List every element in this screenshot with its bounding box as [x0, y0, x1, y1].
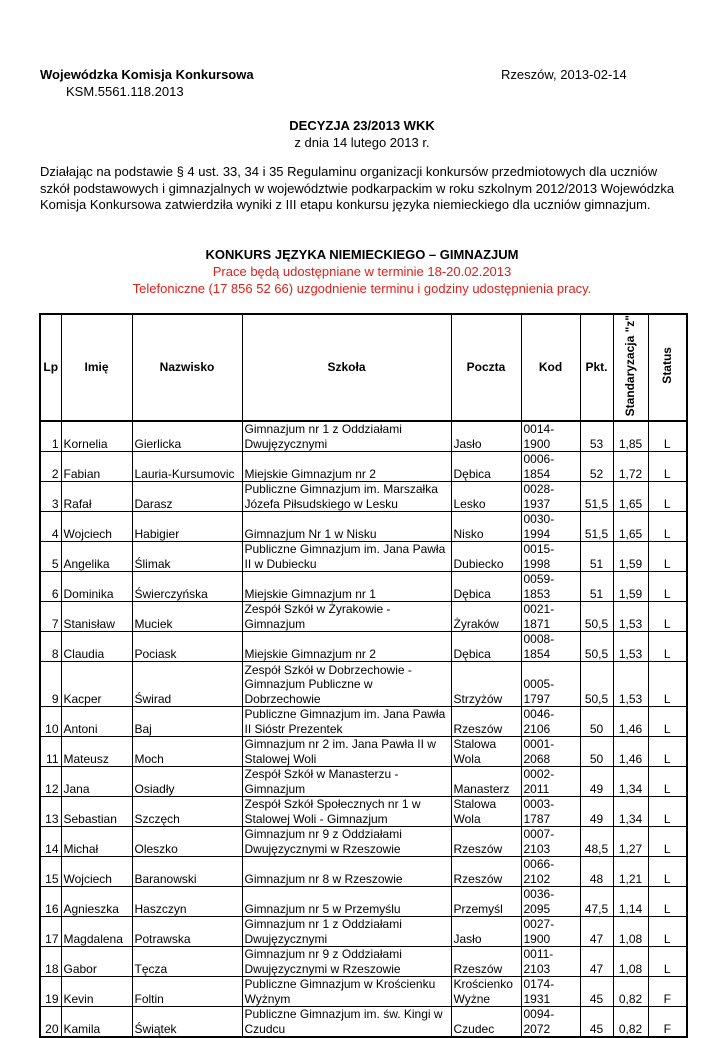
cell-szkola-line: Dwujęzycznymi [244, 931, 328, 946]
cell-standaryzacja: 1,34 [613, 797, 648, 827]
table-header-row [40, 314, 687, 421]
place-date: Rzeszów, 2013-02-14 [501, 67, 627, 82]
cell-nazwisko: Baj [132, 707, 242, 737]
cell-szkola [242, 827, 451, 857]
cell-szkola [242, 662, 451, 707]
cell-kod: 0066-2102 [521, 857, 580, 887]
cell-standaryzacja: 1,53 [613, 632, 648, 662]
cell-standaryzacja: 1,53 [613, 602, 648, 632]
cell-szkola-line: Gimnazjum nr 5 w Przemyślu [244, 901, 401, 916]
cell-poczta [451, 421, 521, 452]
cell-status: L [648, 797, 687, 827]
cell-kod: 0015-1998 [521, 542, 580, 572]
cell-szkola-line: Zespół Szkół w Dobrzechowie - [244, 662, 412, 677]
cell-imie: Angelika [61, 542, 132, 572]
cell-kod: 0174-1931 [521, 977, 580, 1007]
cell-standaryzacja: 1,08 [613, 947, 648, 977]
cell-imie: Jana [61, 767, 132, 797]
cell-nazwisko: Baranowski [132, 857, 242, 887]
cell-szkola [242, 977, 451, 1007]
table-row [40, 767, 687, 797]
cell-standaryzacja: 1,72 [613, 452, 648, 482]
header-imie: Imię [61, 314, 132, 421]
cell-standaryzacja: 1,59 [613, 542, 648, 572]
cell-pkt: 51,5 [580, 482, 613, 512]
cell-status: L [648, 947, 687, 977]
cell-szkola [242, 512, 451, 542]
cell-kod: 0011-2103 [521, 947, 580, 977]
cell-poczta-line: Dębica [453, 466, 491, 481]
cell-pkt: 50,5 [580, 602, 613, 632]
cell-poczta-line: Dubiecko [453, 556, 504, 571]
cell-status: L [648, 452, 687, 482]
cell-poczta [451, 452, 521, 482]
cell-poczta [451, 767, 521, 797]
cell-imie: Kornelia [61, 421, 132, 452]
cell-kod: 0036-2095 [521, 887, 580, 917]
cell-nazwisko: Oleszko [132, 827, 242, 857]
cell-status: L [648, 827, 687, 857]
cell-pkt: 50,5 [580, 662, 613, 707]
cell-standaryzacja: 1,59 [613, 572, 648, 602]
cell-standaryzacja: 1,46 [613, 707, 648, 737]
cell-pkt: 51 [580, 542, 613, 572]
header-kod: Kod [521, 314, 580, 421]
cell-szkola-line: Gimnazjum nr 9 z Oddziałami [244, 827, 402, 841]
cell-nazwisko: Moch [132, 737, 242, 767]
header-standaryzacja-label: Standaryzacja "z" [623, 315, 638, 417]
cell-imie: Rafał [61, 482, 132, 512]
cell-pkt: 50 [580, 707, 613, 737]
header-lp: Lp [40, 314, 61, 421]
cell-szkola-line: Miejskie Gimnazjum nr 1 [244, 586, 376, 601]
cell-poczta [451, 947, 521, 977]
cell-standaryzacja: 1,14 [613, 887, 648, 917]
cell-nazwisko: Ślimak [132, 542, 242, 572]
cell-szkola [242, 542, 451, 572]
cell-imie: Michał [61, 827, 132, 857]
cell-pkt: 47 [580, 917, 613, 947]
table-row [40, 482, 687, 512]
cell-poczta-line: Manasterz [453, 781, 510, 796]
cell-imie: Wojciech [61, 512, 132, 542]
cell-szkola-line: Gimnazjum [244, 781, 306, 796]
table-row [40, 797, 687, 827]
cell-nazwisko: Muciek [132, 602, 242, 632]
cell-lp: 7 [40, 602, 61, 632]
cell-szkola [242, 572, 451, 602]
cell-status: L [648, 482, 687, 512]
cell-poczta-line: Wyżne [453, 991, 491, 1006]
cell-szkola-line: Gimnazjum Publiczne w [244, 677, 373, 691]
cell-kod: 0046-2106 [521, 707, 580, 737]
contest-title: KONKURS JĘZYKA NIEMIECKIEGO – GIMNAZJUM [205, 247, 519, 262]
cell-nazwisko: Pociask [132, 632, 242, 662]
cell-kod: 0003-1787 [521, 797, 580, 827]
cell-szkola-line: Miejskie Gimnazjum nr 2 [244, 466, 376, 481]
cell-nazwisko: Świrad [132, 662, 242, 707]
cell-pkt: 47,5 [580, 887, 613, 917]
table-row [40, 452, 687, 482]
cell-nazwisko: Foltin [132, 977, 242, 1007]
cell-standaryzacja: 1,65 [613, 482, 648, 512]
cell-szkola [242, 737, 451, 767]
cell-kod: 0005-1797 [521, 662, 580, 707]
decision-date: z dnia 14 lutego 2013 r. [294, 135, 430, 150]
cell-poczta [451, 707, 521, 737]
cell-szkola-line: Gimnazjum nr 8 w Rzeszowie [244, 871, 403, 886]
cell-poczta-line: Nisko [453, 526, 484, 541]
cell-kod: 0014-1900 [521, 421, 580, 452]
table-row [40, 1007, 687, 1038]
cell-poczta [451, 797, 521, 827]
table-row [40, 421, 687, 452]
cell-poczta-line: Przemyśl [453, 901, 503, 916]
cell-lp: 5 [40, 542, 61, 572]
table-row [40, 572, 687, 602]
cell-pkt: 49 [580, 767, 613, 797]
table-row [40, 857, 687, 887]
cell-poczta [451, 917, 521, 947]
cell-pkt: 48,5 [580, 827, 613, 857]
cell-szkola-line: Gimnazjum nr 1 z Oddziałami [244, 422, 402, 436]
cell-lp: 16 [40, 887, 61, 917]
cell-szkola [242, 767, 451, 797]
cell-status: L [648, 662, 687, 707]
cell-szkola-line: Publiczne Gimnazjum w Krościenku [244, 977, 436, 991]
cell-imie: Agnieszka [61, 887, 132, 917]
cell-szkola-line: Publiczne Gimnazjum im. Jana Pawła [244, 707, 446, 721]
cell-poczta-line: Żyraków [453, 616, 499, 631]
cell-status: L [648, 542, 687, 572]
cell-lp: 13 [40, 797, 61, 827]
cell-kod: 0094-2072 [521, 1007, 580, 1038]
cell-lp: 1 [40, 421, 61, 452]
cell-lp: 2 [40, 452, 61, 482]
cell-lp: 9 [40, 662, 61, 707]
cell-poczta-line: Jasło [453, 436, 482, 451]
cell-poczta [451, 1007, 521, 1038]
cell-szkola-line: Gimnazjum nr 2 im. Jana Pawła II w [244, 737, 436, 751]
cell-szkola [242, 887, 451, 917]
cell-szkola-line: Dobrzechowie [244, 691, 321, 706]
results-table [39, 313, 688, 1038]
cell-kod: 0001-2068 [521, 737, 580, 767]
cell-szkola-line: Dwujęzycznymi w Rzeszowie [244, 841, 401, 856]
cell-status: L [648, 632, 687, 662]
cell-poczta [451, 827, 521, 857]
cell-poczta-line: Rzeszów [453, 871, 503, 886]
cell-szkola-line: Stalowej Woli [244, 751, 317, 766]
cell-szkola [242, 421, 451, 452]
cell-poczta [451, 542, 521, 572]
cell-poczta-line: Rzeszów [453, 961, 503, 976]
cell-szkola-line: Józefa Piłsudskiego w Lesku [244, 496, 398, 511]
cell-szkola-line: Wyżnym [244, 991, 291, 1006]
cell-standaryzacja: 0,82 [613, 1007, 648, 1038]
cell-standaryzacja: 1,21 [613, 857, 648, 887]
cell-nazwisko: Tęcza [132, 947, 242, 977]
cell-poczta [451, 482, 521, 512]
cell-lp: 8 [40, 632, 61, 662]
cell-poczta [451, 512, 521, 542]
cell-szkola-line: Gimnazjum [244, 616, 306, 631]
cell-status: L [648, 767, 687, 797]
cell-szkola-line: II Sióstr Prezentek [244, 721, 343, 736]
cell-imie: Kamila [61, 1007, 132, 1038]
cell-lp: 18 [40, 947, 61, 977]
cell-status: L [648, 602, 687, 632]
cell-szkola [242, 602, 451, 632]
cell-status: F [648, 977, 687, 1007]
cell-poczta-line: Wola [453, 751, 481, 766]
cell-szkola-line: Dwujęzycznymi w Rzeszowie [244, 961, 401, 976]
cell-pkt: 49 [580, 797, 613, 827]
cell-szkola-line: Dwujęzycznymi [244, 436, 328, 451]
cell-poczta-line: Stalowa [453, 797, 497, 811]
table-row [40, 917, 687, 947]
header-status-label: Status [660, 347, 674, 385]
cell-nazwisko: Habigier [132, 512, 242, 542]
cell-standaryzacja: 0,82 [613, 977, 648, 1007]
cell-poczta [451, 977, 521, 1007]
table-row [40, 707, 687, 737]
cell-szkola [242, 452, 451, 482]
cell-status: L [648, 857, 687, 887]
cell-szkola [242, 947, 451, 977]
cell-standaryzacja: 1,85 [613, 421, 648, 452]
cell-nazwisko: Świątek [132, 1007, 242, 1038]
cell-status: L [648, 421, 687, 452]
cell-szkola-line: Zespół Szkół Społecznych nr 1 w [244, 797, 421, 811]
cell-status: L [648, 917, 687, 947]
cell-standaryzacja: 1,08 [613, 917, 648, 947]
cell-imie: Magdalena [61, 917, 132, 947]
cell-poczta-line: Dębica [453, 646, 491, 661]
cell-lp: 4 [40, 512, 61, 542]
cell-poczta-line: Wola [453, 811, 481, 826]
cell-poczta-line: Jasło [453, 931, 482, 946]
cell-szkola-line: Zespół Szkół w Żyrakowie - [244, 602, 391, 616]
cell-poczta-line: Lesko [453, 496, 486, 511]
cell-status: L [648, 512, 687, 542]
cell-pkt: 51,5 [580, 512, 613, 542]
cell-szkola [242, 632, 451, 662]
table-row [40, 887, 687, 917]
cell-imie: Mateusz [61, 737, 132, 767]
cell-poczta [451, 602, 521, 632]
cell-pkt: 50,5 [580, 632, 613, 662]
table-row [40, 827, 687, 857]
header-status [648, 314, 687, 421]
cell-pkt: 51 [580, 572, 613, 602]
cell-standaryzacja: 1,65 [613, 512, 648, 542]
cell-szkola-line: Miejskie Gimnazjum nr 2 [244, 646, 376, 661]
cell-lp: 3 [40, 482, 61, 512]
cell-szkola-line: Gimnazjum nr 1 z Oddziałami [244, 917, 402, 931]
cell-poczta [451, 662, 521, 707]
header-standaryzacja [613, 314, 648, 421]
cell-standaryzacja: 1,46 [613, 737, 648, 767]
cell-nazwisko: Lauria-Kursumovic [132, 452, 242, 482]
header-nazwisko: Nazwisko [132, 314, 242, 421]
cell-imie: Kacper [61, 662, 132, 707]
cell-szkola-line: Zespół Szkół w Manasterzu - [244, 767, 399, 781]
cell-poczta-line: Czudec [453, 1021, 495, 1036]
cell-kod: 0027-1900 [521, 917, 580, 947]
header-poczta: Poczta [451, 314, 521, 421]
cell-kod: 0008-1854 [521, 632, 580, 662]
cell-pkt: 45 [580, 1007, 613, 1038]
cell-poczta-line: Stalowa [453, 737, 497, 751]
cell-poczta [451, 632, 521, 662]
cell-pkt: 48 [580, 857, 613, 887]
cell-szkola [242, 482, 451, 512]
cell-szkola [242, 1007, 451, 1038]
cell-imie: Claudia [61, 632, 132, 662]
table-row [40, 542, 687, 572]
cell-status: F [648, 1007, 687, 1038]
table-row [40, 512, 687, 542]
contest-notice-phone: Telefoniczne (17 856 52 66) uzgodnienie terminu i godziny udostępnienia pracy. [132, 281, 592, 296]
cell-status: L [648, 737, 687, 767]
cell-nazwisko: Osiadły [132, 767, 242, 797]
table-row [40, 977, 687, 1007]
cell-lp: 14 [40, 827, 61, 857]
cell-kod: 0002-2011 [521, 767, 580, 797]
cell-kod: 0021-1871 [521, 602, 580, 632]
cell-lp: 19 [40, 977, 61, 1007]
cell-szkola [242, 857, 451, 887]
cell-nazwisko: Gierlicka [132, 421, 242, 452]
cell-nazwisko: Świerczyńska [132, 572, 242, 602]
cell-szkola-line: Publiczne Gimnazjum im. św. Kingi w [244, 1007, 443, 1021]
cell-pkt: 50 [580, 737, 613, 767]
table-row [40, 662, 687, 707]
cell-standaryzacja: 1,53 [613, 662, 648, 707]
cell-imie: Kevin [61, 977, 132, 1007]
cell-status: L [648, 707, 687, 737]
cell-szkola [242, 707, 451, 737]
cell-szkola-line: Stalowej Woli - Gimnazjum [244, 811, 388, 826]
cell-imie: Wojciech [61, 857, 132, 887]
cell-imie: Fabian [61, 452, 132, 482]
cell-kod: 0007-2103 [521, 827, 580, 857]
cell-standaryzacja: 1,27 [613, 827, 648, 857]
cell-kod: 0030-1994 [521, 512, 580, 542]
cell-imie: Gabor [61, 947, 132, 977]
cell-pkt: 45 [580, 977, 613, 1007]
cell-kod: 0028-1937 [521, 482, 580, 512]
cell-szkola [242, 917, 451, 947]
cell-poczta [451, 887, 521, 917]
cell-poczta-line: Rzeszów [453, 721, 503, 736]
cell-imie: Sebastian [61, 797, 132, 827]
cell-szkola-line: II w Dubiecku [244, 556, 317, 571]
cell-imie: Dominika [61, 572, 132, 602]
table-row [40, 947, 687, 977]
cell-pkt: 52 [580, 452, 613, 482]
contest-notice-dates: Prace będą udostępniane w terminie 18-20.02.2013 [212, 264, 512, 279]
cell-szkola-line: Gimnazjum nr 9 z Oddziałami [244, 947, 402, 961]
cell-imie: Antoni [61, 707, 132, 737]
cell-kod: 0059-1853 [521, 572, 580, 602]
cell-lp: 20 [40, 1007, 61, 1038]
cell-kod: 0006-1854 [521, 452, 580, 482]
cell-szkola-line: Gimnazjum Nr 1 w Nisku [244, 526, 377, 541]
cell-status: L [648, 572, 687, 602]
cell-lp: 17 [40, 917, 61, 947]
cell-szkola [242, 797, 451, 827]
cell-poczta-line: Krościenko [453, 977, 513, 991]
cell-poczta-line: Rzeszów [453, 841, 503, 856]
cell-pkt: 53 [580, 421, 613, 452]
organization-name: Wojewódzka Komisja Konkursowa [40, 67, 254, 82]
cell-poczta-line: Strzyżów [453, 691, 503, 706]
table-row [40, 602, 687, 632]
cell-poczta [451, 572, 521, 602]
cell-standaryzacja: 1,34 [613, 767, 648, 797]
header-pkt: Pkt. [580, 314, 613, 421]
cell-szkola-line: Publiczne Gimnazjum im. Marszałka [244, 482, 438, 496]
cell-poczta [451, 857, 521, 887]
cell-lp: 6 [40, 572, 61, 602]
cell-nazwisko: Darasz [132, 482, 242, 512]
table-row [40, 632, 687, 662]
intro-paragraph: Działając na podstawie § 4 ust. 33, 34 i 35 Regulaminu organizacji konkursów przedmiotowych dla uczniów szkół podstawowych i gimnazjalnych w województwie podkarpackim w roku szkolnym 2012/2013 Wojewódzka Komisja Konkursowa zatwierdziła wyniki z III etapu konkursu języka niemieckiego dla uczniów gimnazjum. [40, 164, 675, 213]
cell-imie: Stanisław [61, 602, 132, 632]
cell-lp: 12 [40, 767, 61, 797]
cell-nazwisko: Haszczyn [132, 887, 242, 917]
cell-nazwisko: Potrawska [132, 917, 242, 947]
cell-status: L [648, 887, 687, 917]
header-szkola: Szkoła [242, 314, 451, 421]
cell-lp: 10 [40, 707, 61, 737]
cell-lp: 15 [40, 857, 61, 887]
cell-lp: 11 [40, 737, 61, 767]
cell-szkola-line: Publiczne Gimnazjum im. Jana Pawła [244, 542, 446, 556]
cell-poczta [451, 737, 521, 767]
reference-number: KSM.5561.118.2013 [66, 84, 184, 99]
decision-title: DECYZJA 23/2013 WKK [289, 118, 435, 133]
cell-pkt: 47 [580, 947, 613, 977]
table-row [40, 737, 687, 767]
cell-poczta-line: Dębica [453, 586, 491, 601]
cell-nazwisko: Szczęch [132, 797, 242, 827]
cell-szkola-line: Czudcu [244, 1021, 286, 1036]
